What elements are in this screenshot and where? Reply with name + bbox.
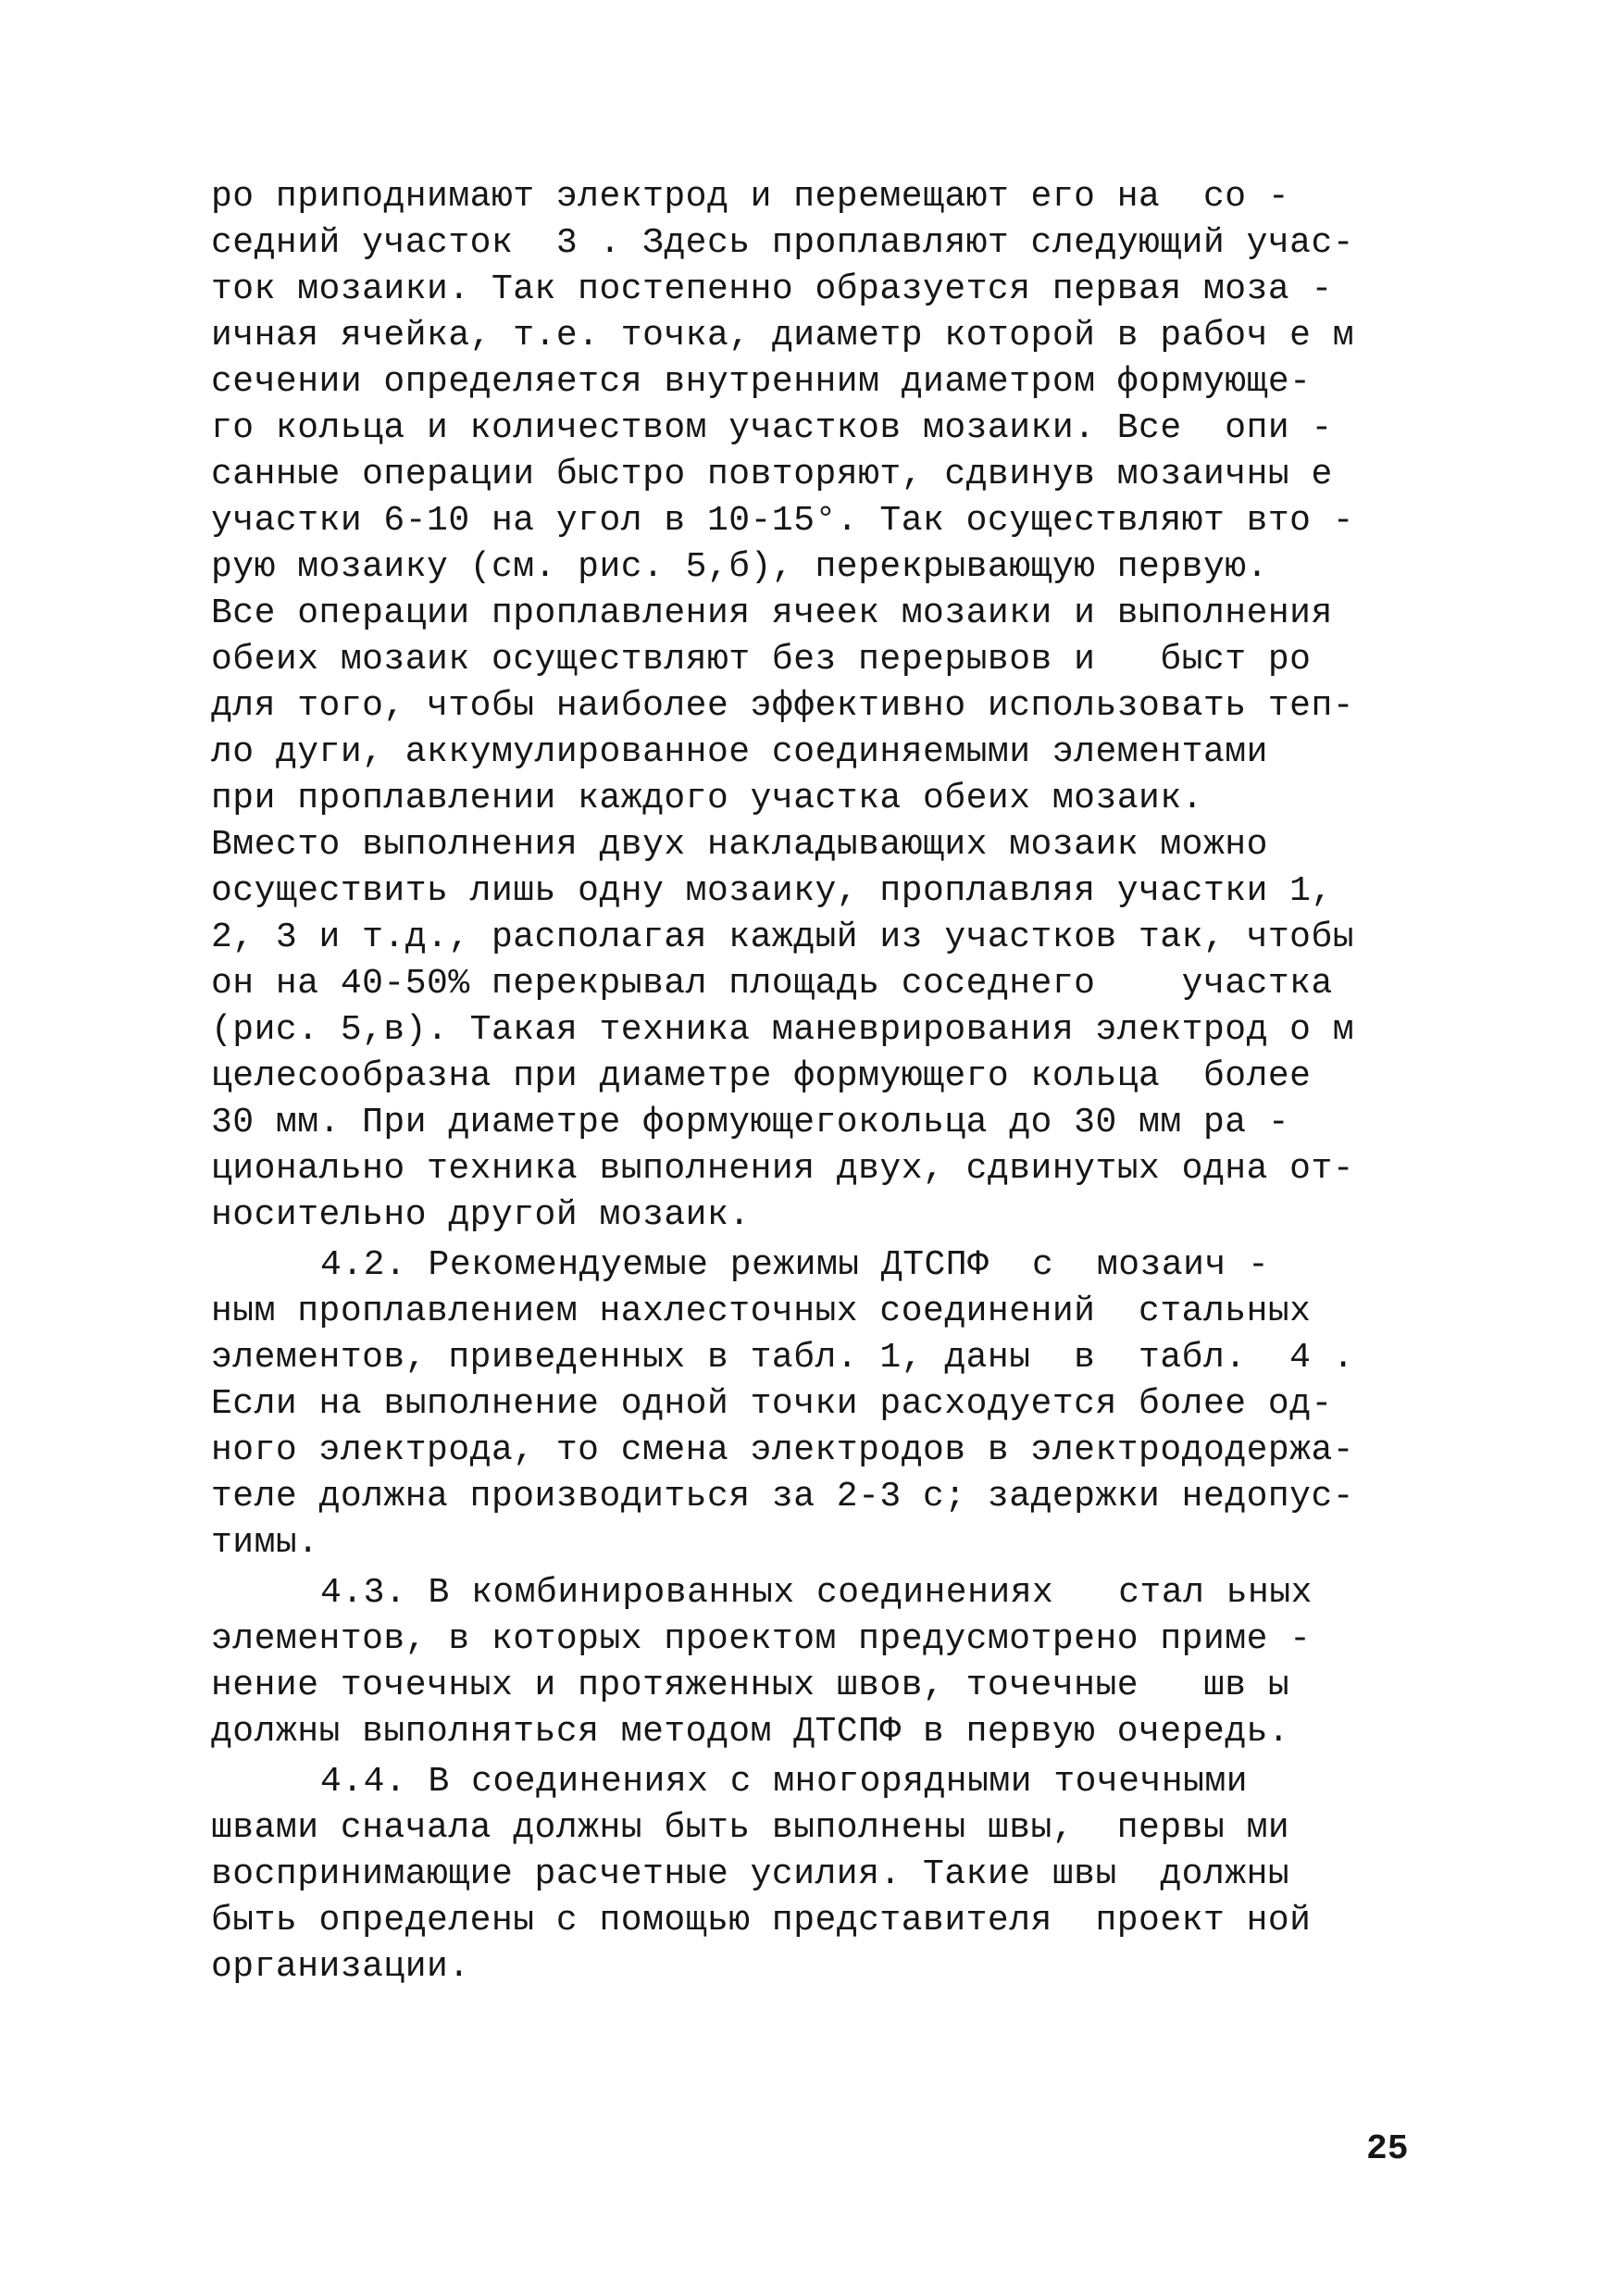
text-line: обеих мозаик осуществляют без перерывов и быст ро xyxy=(211,640,1312,680)
section-first-line: 4.3. В комбинированных соединениях стал ьных xyxy=(320,1573,1313,1613)
text-line: быть определены с помощью представителя проект ной xyxy=(211,1901,1312,1940)
text-line: го кольца и количеством участков мозаики. Все опи - xyxy=(211,408,1333,448)
text-line: целесообразна при диаметре формующего кольца более xyxy=(211,1056,1312,1096)
text-line: он на 40-50% перекрывал площадь соседнего участка xyxy=(211,964,1333,1004)
section-first-line: 4.2. Рекомендуемые режимы ДТСПФ с мозаич - xyxy=(320,1245,1270,1285)
text-line: участки 6-10 на угол в 10-15°. Так осуществляют вто - xyxy=(211,501,1355,541)
text-line: ного электрода, то смена электродов в электрододержа- xyxy=(211,1430,1355,1470)
page-number: 25 xyxy=(1366,2129,1409,2169)
text-line: носительно другой мозаик. xyxy=(211,1195,751,1235)
section-4-2 xyxy=(211,1242,1414,1566)
text-line: для того, чтобы наиболее эффективно использовать теп- xyxy=(211,686,1355,726)
text-line: теле должна производиться за 2-3 с; задержки недопус- xyxy=(211,1477,1355,1516)
text-line: ным проплавлением нахлесточных соединений стальных xyxy=(211,1292,1312,1331)
text-line: (рис. 5,в). Такая техника маневрирования электрод о м xyxy=(211,1010,1355,1050)
paragraph-continuation xyxy=(211,174,1414,1239)
text-line: элементов, приведенных в табл. 1, даны в табл. 4 . xyxy=(211,1338,1355,1378)
text-line: сечении определяется внутренним диаметром формующе- xyxy=(211,362,1312,402)
text-line: Если на выполнение одной точки расходуется более од- xyxy=(211,1384,1333,1424)
text-line: 30 мм. При диаметре формующегокольца до 30 мм ра - xyxy=(211,1103,1290,1142)
text-line: ло дуги, аккумулированное соединяемыми элементами xyxy=(211,732,1268,772)
text-column xyxy=(211,174,1414,1990)
text-line: при проплавлении каждого участка обеих мозаик. xyxy=(211,779,1203,818)
text-line: 2, 3 и т.д., располагая каждый из участков так, чтобы xyxy=(211,917,1355,957)
text-line: осуществить лишь одну мозаику, проплавляя участки 1, xyxy=(211,871,1333,911)
text-line: швами сначала должны быть выполнены швы, первы ми xyxy=(211,1808,1290,1848)
text-line: ток мозаики. Так постепенно образуется первая моза - xyxy=(211,269,1333,309)
text-line: ичная ячейка, т.е. точка, диаметр которой в рабоч е м xyxy=(211,316,1355,356)
text-line: седний участок 3 . Здесь проплавляют следующий учас- xyxy=(211,223,1355,263)
section-first-line: 4.4. В соединениях с многорядными точечными xyxy=(320,1762,1249,1802)
text-line: элементов, в которых проектом предусмотрено приме - xyxy=(211,1619,1312,1659)
text-line: Все операции проплавления ячеек мозаики и выполнения xyxy=(211,593,1333,633)
section-4-3 xyxy=(211,1570,1414,1755)
text-line: санные операции быстро повторяют, сдвинув мозаичны е xyxy=(211,455,1333,494)
text-line: ционально техника выполнения двух, сдвинутых одна от- xyxy=(211,1149,1355,1189)
text-line: нение точечных и протяженных швов, точечные шв ы xyxy=(211,1666,1290,1705)
section-4-4 xyxy=(211,1759,1414,1990)
text-line: должны выполняться методом ДТСПФ в первую очередь. xyxy=(211,1712,1290,1752)
text-line: ро приподнимают электрод и перемещают его на со - xyxy=(211,177,1290,217)
text-line: Вместо выполнения двух накладывающих мозаик можно xyxy=(211,825,1268,865)
text-line: рую мозаику (см. рис. 5,б), перекрывающую первую. xyxy=(211,547,1268,587)
text-line: организации. xyxy=(211,1947,470,1987)
text-line: воспринимающие расчетные усилия. Такие швы должны xyxy=(211,1854,1290,1894)
text-line: тимы. xyxy=(211,1523,319,1563)
